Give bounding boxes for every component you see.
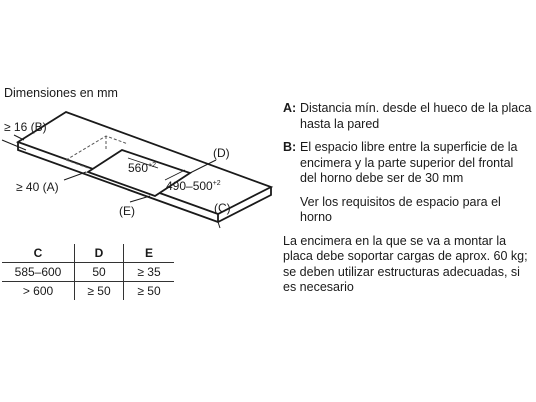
note-b-text: El espacio libre entre la superficie de la encimera y la parte superior del frontal del horno debe ser de 30 mm	[300, 140, 518, 185]
installation-diagram	[0, 95, 285, 235]
table-header-e: E	[124, 244, 175, 263]
note-a-key: A:	[283, 101, 297, 115]
label-b: ≥ 16 (B)	[4, 120, 47, 134]
worktop-load-note: La encimera en la que se va a montar la placa debe soportar cargas de aprox. 60 kg; se deben utilizar estructuras adecuadas, si es necesario	[283, 233, 528, 294]
table-cell: 585–600	[2, 263, 75, 282]
table-cell: ≥ 50	[124, 282, 175, 301]
table-header-d: D	[75, 244, 124, 263]
label-e: (E)	[119, 204, 135, 218]
dim-line-e	[130, 196, 150, 202]
table-header-row	[2, 244, 174, 263]
cutout-width-tolerance: +2	[148, 162, 157, 169]
label-c: (C)	[214, 201, 231, 215]
table-cell: ≥ 50	[75, 282, 124, 301]
table-cell: ≥ 35	[124, 263, 175, 282]
note-a	[283, 101, 533, 132]
notes-panel	[283, 101, 533, 304]
oven-requirements-note: Ver los requisitos de espacio para el horno	[300, 194, 501, 224]
dimension-table	[2, 244, 174, 300]
cutout-depth-tolerance: +2	[212, 180, 221, 187]
note-b	[283, 140, 533, 187]
label-d: (D)	[213, 146, 230, 160]
table-header-c: C	[2, 244, 75, 263]
label-a: ≥ 40 (A)	[16, 180, 59, 194]
cutout-width: 560	[128, 161, 149, 175]
table-row	[2, 282, 174, 301]
note-b-key: B:	[283, 140, 297, 154]
page-title: Dimensiones en mm	[4, 86, 118, 100]
cutout-depth-value	[166, 179, 221, 193]
cutout-depth: 490–500	[166, 179, 213, 193]
dim-line-c	[218, 222, 220, 228]
table-cell: > 600	[2, 282, 75, 301]
table-row	[2, 263, 174, 282]
table-cell: 50	[75, 263, 124, 282]
note-a-text: Distancia mín. desde el hueco de la placa hasta la pared	[300, 101, 532, 131]
dim-line-b	[14, 135, 24, 140]
dim-line-a	[64, 172, 86, 180]
